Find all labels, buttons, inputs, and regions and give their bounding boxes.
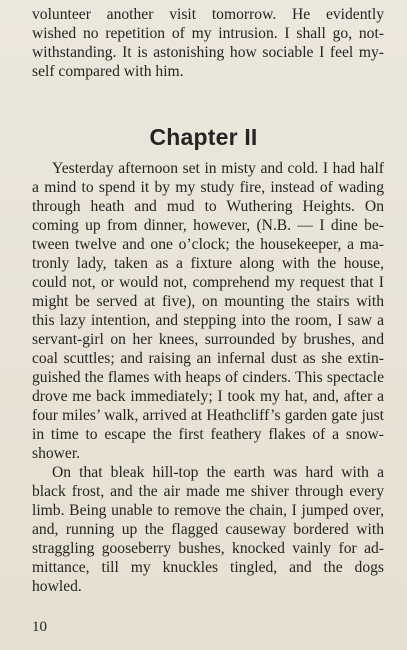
text-line: On that bleak hill-top the earth was hard with a — [52, 463, 384, 481]
text-line: limb. Being unable to remove the chain, I jumped over, — [32, 501, 384, 519]
text-line: mittance, till my knuckles tingled, and the dogs — [32, 558, 384, 576]
text-line: through heath and mud to Wuthering Heights. On — [32, 197, 384, 215]
text-line: and, running up the flagged causeway bordered with — [32, 520, 384, 538]
page-number: 10 — [32, 619, 47, 635]
text-line: a mind to spend it by my study fire, instead of wading — [32, 178, 384, 196]
text-line: guished the flames with heaps of cinders. This spectacle — [32, 368, 384, 386]
text-line: tronly lady, taken as a fixture along with the house, — [32, 254, 384, 272]
text-line: this lazy intention, and stepping into the room, I saw a — [32, 311, 384, 329]
text-line: in time to escape the first feathery flakes of a snow- — [32, 425, 384, 443]
text-line: self compared with him. — [32, 62, 184, 80]
text-line: black frost, and the air made me shiver through every — [32, 482, 384, 500]
text-line: shower. — [32, 444, 81, 462]
text-line: coming up from dinner, however, (N.B. — I dine be- — [32, 216, 384, 234]
text-line: coal scuttles; and raising an infernal dust as she extin- — [32, 349, 384, 367]
text-line: drove me back immediately; I took my hat, and, after a — [32, 387, 384, 405]
text-line: volunteer another visit tomorrow. He evidently — [32, 5, 384, 23]
text-line: might be served at five), on mounting the stairs with — [32, 292, 384, 310]
text-line: howled. — [32, 577, 82, 595]
text-line: servant-girl on her knees, surrounded by brushes, and — [32, 330, 384, 348]
text-line: could not, or would not, comprehend my request that I — [32, 273, 384, 291]
text-line: withstanding. It is astonishing how sociable I feel my- — [32, 43, 384, 61]
chapter-title: Chapter II — [149, 124, 258, 150]
text-line: tween twelve and one o’clock; the housekeeper, a ma- — [32, 235, 384, 253]
text-line: four miles’ walk, arrived at Heathcliff’s garden gate just — [32, 406, 384, 424]
text-line: wished no repetition of my intrusion. I shall go, not- — [32, 24, 384, 42]
text-line: Yesterday afternoon set in misty and cold. I had half — [52, 159, 384, 177]
text-line: straggling gooseberry bushes, knocked vainly for ad- — [32, 539, 384, 557]
